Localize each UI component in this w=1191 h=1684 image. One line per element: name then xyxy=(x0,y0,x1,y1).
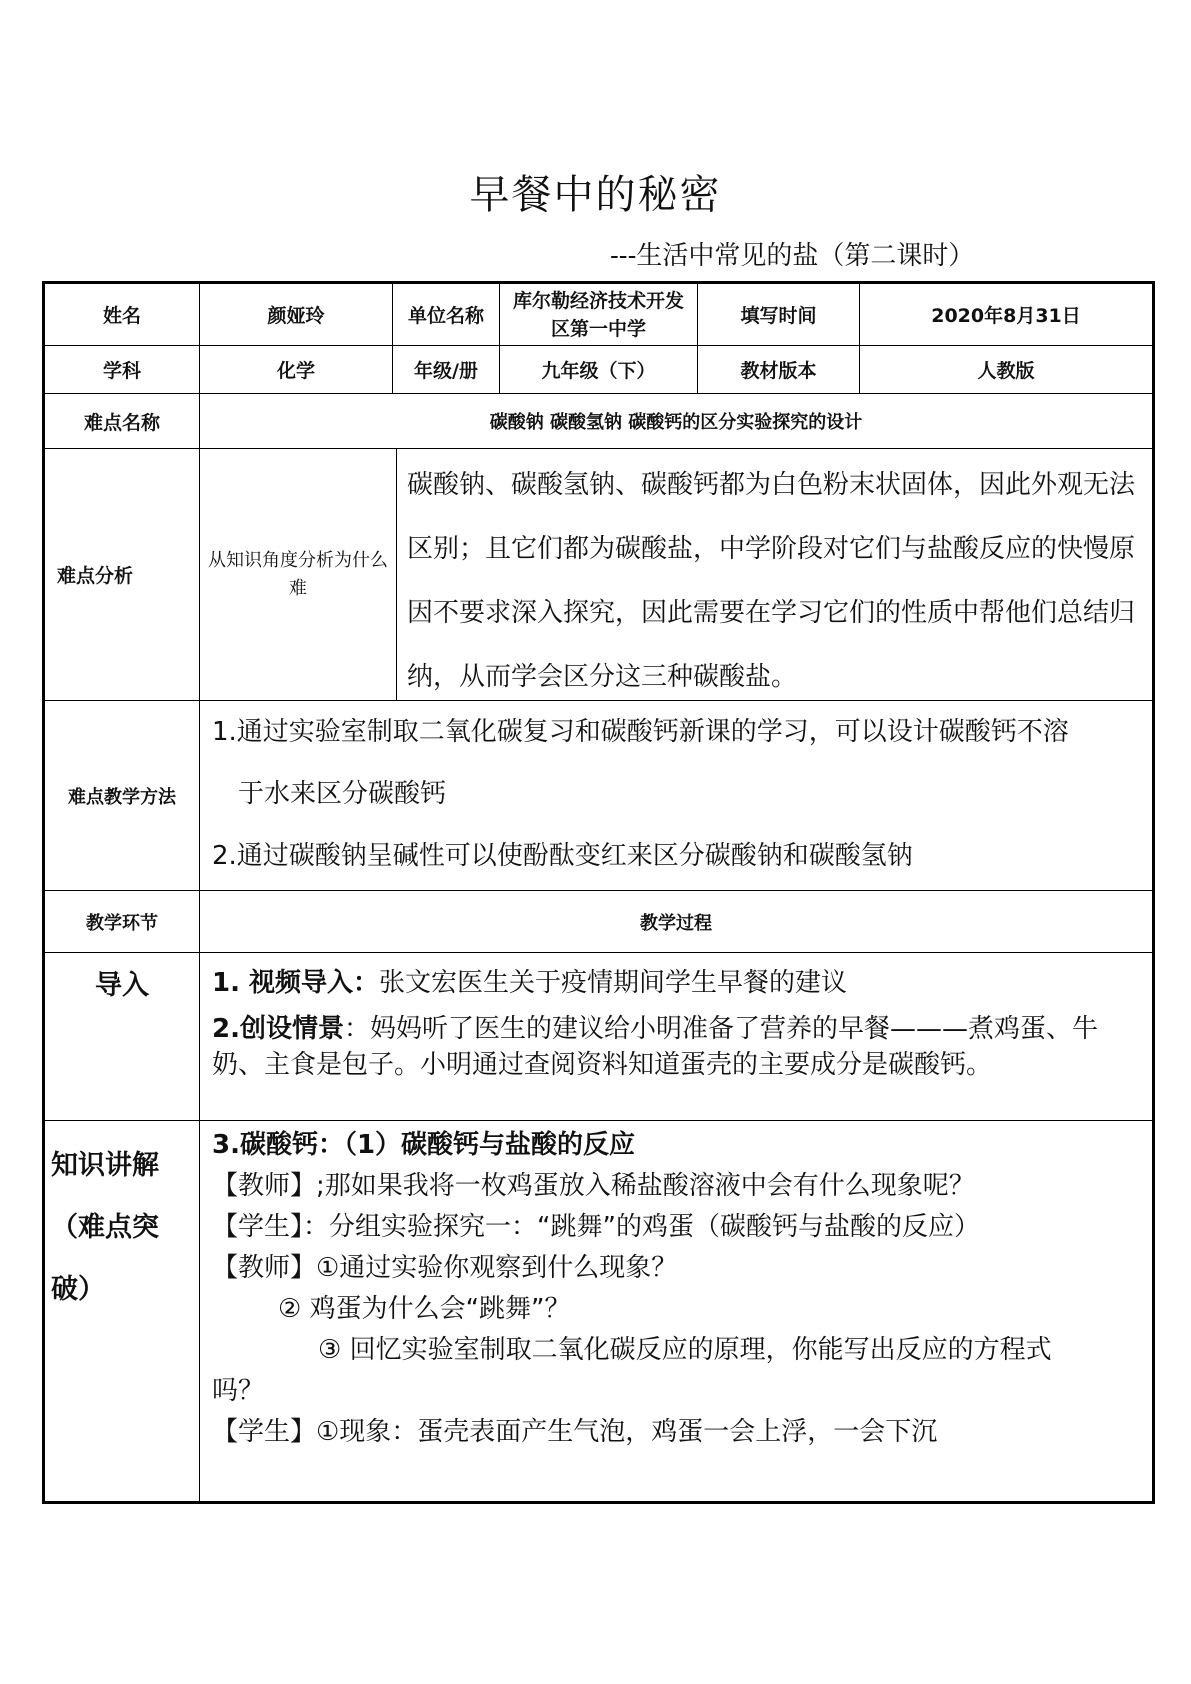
name-value: 颜娅玲 xyxy=(199,284,392,345)
stage-label: 教学环节 xyxy=(42,891,199,952)
date-value: 2020年8月31日 xyxy=(859,284,1155,345)
k-line1-b: 那如果我将一枚鸡蛋放入稀盐酸溶液中会有什么现象呢？ xyxy=(324,1171,975,1201)
difficulty-analysis-text: 碳酸钠、碳酸氢钠、碳酸钙都为白色粉末状固体，因此外观无法区别；且它们都为碳酸盐，中学阶段对它们与盐酸反应的快慢原因不要求深入探究，因此需要在学习它们的性质中帮他们总结归纳，从而学会区分这三种碳酸盐。 xyxy=(396,449,1155,700)
process-header-row xyxy=(42,891,1155,953)
teaching-method-text xyxy=(199,701,1155,890)
document-subtitle: ---生活中常见的盐（第二课时） xyxy=(610,241,975,271)
k-line5: ③ 回忆实验室制取二氧化碳反应的原理，你能写出反应的方程式 xyxy=(318,1335,1052,1365)
lesson-table xyxy=(42,281,1155,1504)
difficulty-analysis-subtitle: 从知识角度分析为什么难 xyxy=(199,449,396,700)
intro-1-text: 张文宏医生关于疫情期间学生早餐的建议 xyxy=(379,968,848,998)
grade-label: 年级/册 xyxy=(392,346,499,393)
difficulty-analysis-label: 难点分析 xyxy=(42,449,199,700)
intro-2-text: ：妈妈听了医生的建议给小明准备了营养的早餐———煮鸡蛋、牛奶、主食是包子。小明通过查阅资料知道蛋壳的主要成分是碳酸钙。 xyxy=(212,1014,1098,1080)
intro-1-head: 1. 视频导入： xyxy=(212,968,380,998)
knowledge-label xyxy=(42,1121,199,1501)
k-line4: ② 鸡蛋为什么会“跳舞”？ xyxy=(278,1294,571,1324)
method-1b: 于水来区分碳酸钙 xyxy=(238,779,447,809)
edition-value: 人教版 xyxy=(859,346,1155,393)
grade-value: 九年级（下） xyxy=(499,346,697,393)
intro-2-head: 2.创设情景 xyxy=(212,1014,344,1044)
subject-value: 化学 xyxy=(199,346,392,393)
unit-label: 单位名称 xyxy=(392,284,499,345)
k-line2: 【学生】：分组实验探究一：“跳舞”的鸡蛋（碳酸钙与盐酸的反应） xyxy=(212,1212,980,1242)
knowledge-text xyxy=(199,1121,1155,1501)
k-line7: 【学生】①现象：蛋壳表面产生气泡，鸡蛋一会上浮，一会下沉 xyxy=(212,1417,938,1447)
knowledge-row xyxy=(42,1121,1155,1501)
process-label: 教学过程 xyxy=(199,891,1155,952)
document-title: 早餐中的秘密 xyxy=(469,172,722,218)
difficulty-name-label: 难点名称 xyxy=(42,394,199,448)
difficulty-analysis-row xyxy=(42,449,1155,701)
knowledge-label-1: 知识讲解 xyxy=(51,1150,159,1181)
knowledge-label-2: （难点突 xyxy=(51,1212,159,1243)
edition-label: 教材版本 xyxy=(697,346,859,393)
unit-value: 库尔勒经济技术开发区第一中学 xyxy=(499,284,697,345)
intro-text xyxy=(199,953,1155,1120)
method-1a: 1.通过实验室制取二氧化碳复习和碳酸钙新课的学习，可以设计碳酸钙不溶 xyxy=(212,717,1069,747)
date-label: 填写时间 xyxy=(697,284,859,345)
teaching-method-label: 难点教学方法 xyxy=(42,701,199,890)
difficulty-name-value: 碳酸钠 碳酸氢钠 碳酸钙的区分实验探究的设计 xyxy=(199,394,1155,448)
subject-label: 学科 xyxy=(42,346,199,393)
method-2: 2.通过碳酸钠呈碱性可以使酚酞变红来区分碳酸钠和碳酸氢钠 xyxy=(212,841,913,871)
teaching-method-row xyxy=(42,701,1155,891)
info-row-1 xyxy=(42,284,1155,346)
knowledge-label-3: 破） xyxy=(51,1274,105,1305)
knowledge-head: 3.碳酸钙：（1）碳酸钙与盐酸的反应 xyxy=(212,1130,636,1160)
k-line1-a: 【教师】; xyxy=(212,1171,325,1201)
name-label: 姓名 xyxy=(42,284,199,345)
intro-row xyxy=(42,953,1155,1121)
intro-label: 导入 xyxy=(42,953,199,1120)
k-line6: 吗？ xyxy=(212,1376,265,1406)
info-row-2 xyxy=(42,346,1155,394)
k-line3: 【教师】①通过实验你观察到什么现象？ xyxy=(212,1253,678,1283)
difficulty-name-row xyxy=(42,394,1155,449)
